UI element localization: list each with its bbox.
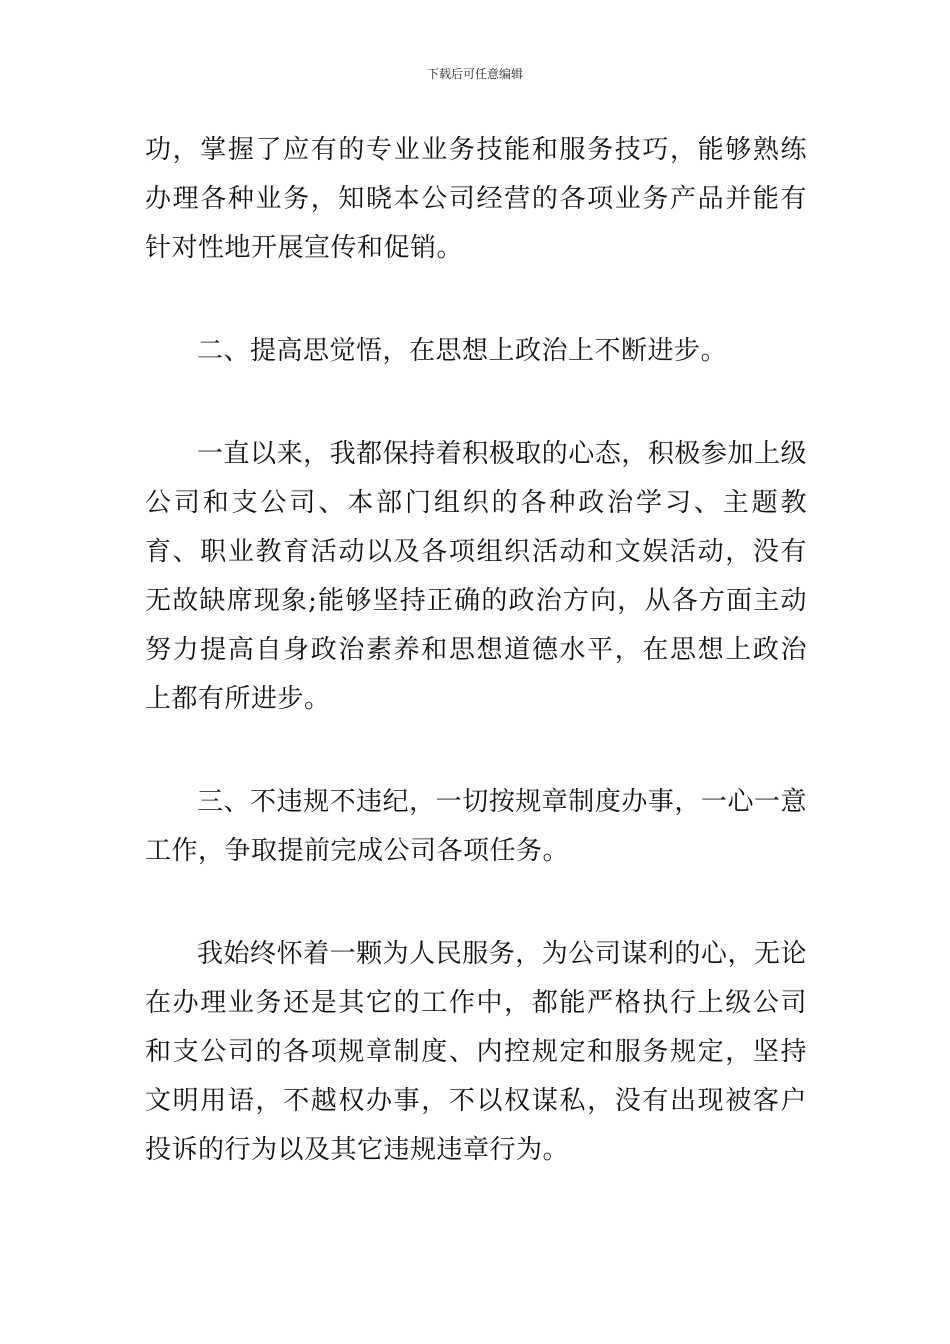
- document-body: [145, 126, 807, 1175]
- paragraph-continuation: 功，掌握了应有的专业业务技能和服务技巧，能够熟练办理各种业务，知晓本公司经营的各项业务产品并能有针对性地开展宣传和促销。: [145, 135, 807, 263]
- paragraph-gap: [145, 273, 807, 327]
- paragraph-gap: [145, 376, 807, 430]
- section-heading-3: 三、不违规不违纪，一切按规章制度办事，一心一意工作，争取提前完成公司各项任务。: [145, 787, 807, 866]
- section-heading-2: 二、提高思觉悟，在思想上政治上不断进步。: [197, 336, 728, 366]
- paragraph-gap: [145, 876, 807, 930]
- paragraph-gap: [145, 724, 807, 778]
- paragraph-compliance: 我始终怀着一颗为人民服务，为公司谋利的心，无论在办理业务还是其它的工作中，都能严格执行上级公司和支公司的各项规章制度、内控规定和服务规定，坚持文明用语，不越权办事，不以权谋私，没有出现被客户投诉的行为以及其它违规违章行为。: [145, 939, 807, 1165]
- page-header-note: 下载后可任意编辑: [426, 67, 523, 81]
- paragraph-political-progress: 一直以来，我都保持着积极取的心态，积极参加上级公司和支公司、本部门组织的各种政治学习、主题教育、职业教育活动以及各项组织活动和文娱活动，没有无故缺席现象;能够坚持正确的政治方向，从各方面主动努力提高自身政治素养和思想道德水平，在思想上政治上都有所进步。: [145, 439, 807, 714]
